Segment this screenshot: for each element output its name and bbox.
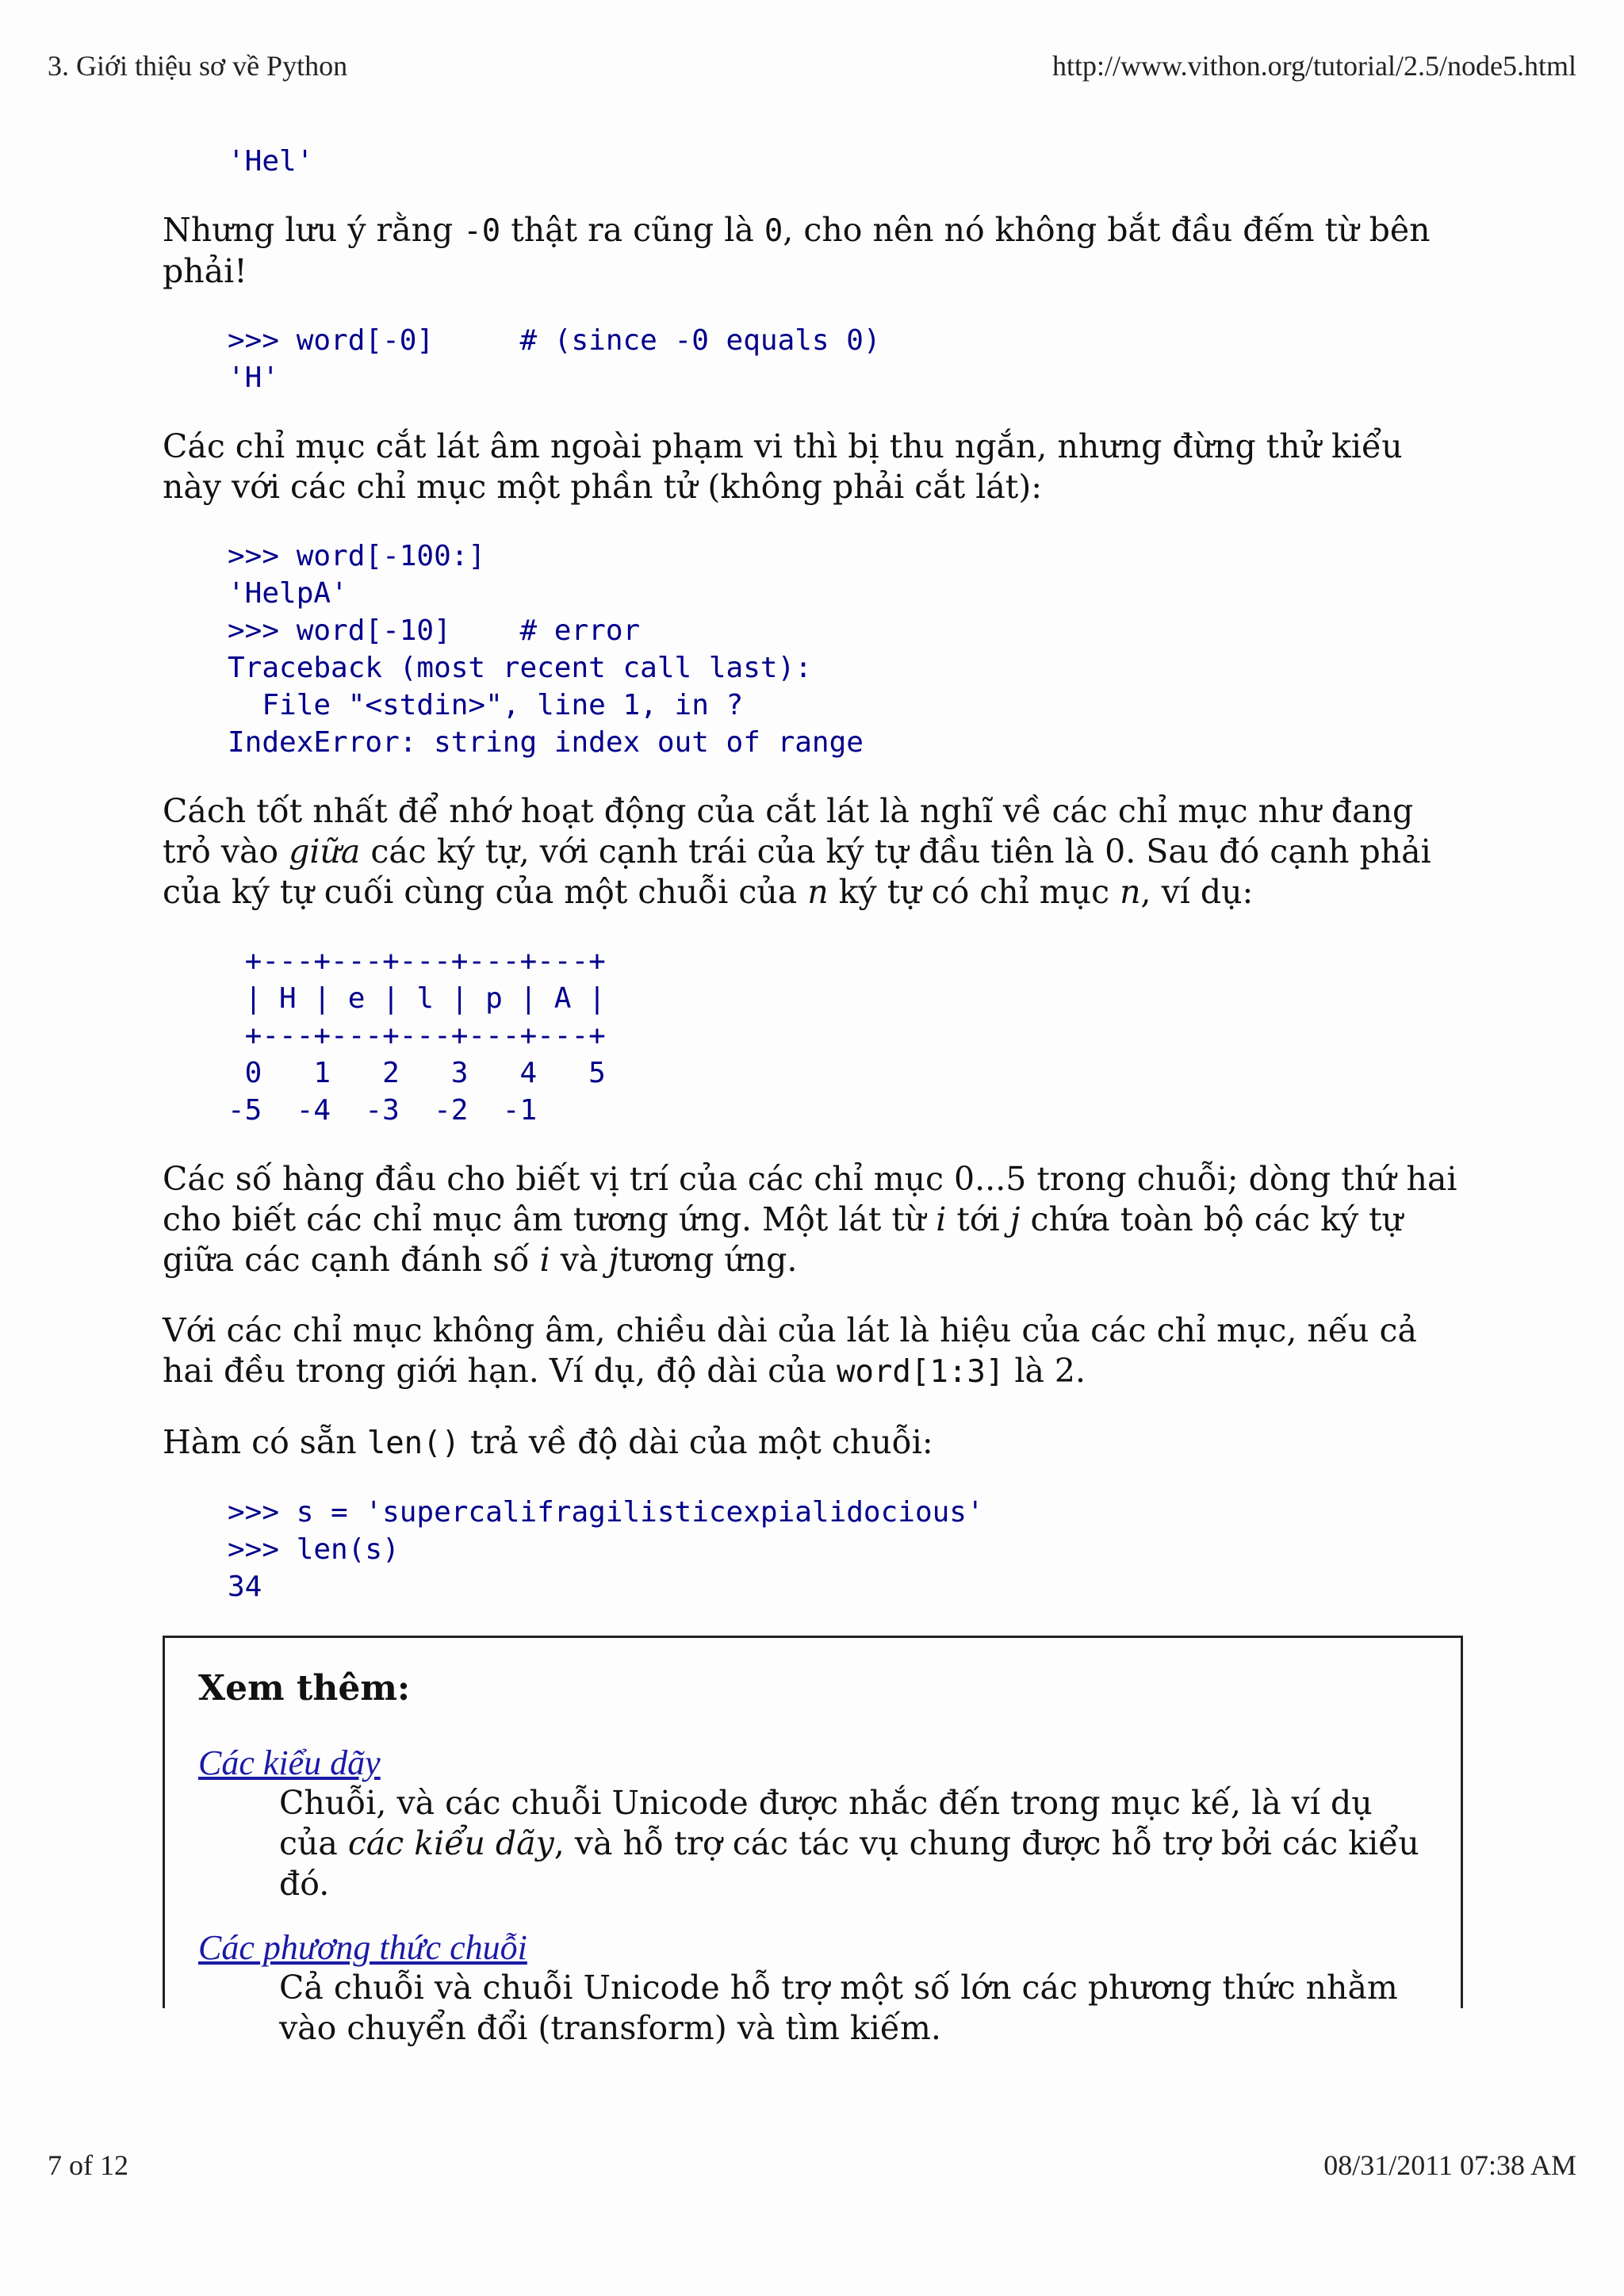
paragraph-slice-explanation: Cách tốt nhất để nhớ hoạt động của cắt lát là nghĩ về các chỉ mục như đang trỏ vào giữa các ký tự, với cạnh trái của ký tự đầu tiên là 0. Sau đó cạnh phải của ký tự cuối cùng của một chuỗi của n ký tự có chỉ mục n, ví dụ:	[163, 792, 1431, 911]
paragraph-slice-length: Với các chỉ mục không âm, chiều dài của lát là hiệu của các chỉ mục, nếu cả hai đều trong giới hạn. Ví dụ, độ dài của word[1:3] là 2.	[163, 1311, 1417, 1390]
print-timestamp: 08/31/2011 07:38 AM	[1323, 2149, 1576, 2181]
see-also-title: Xem thêm:	[198, 1668, 411, 1709]
main-content	[163, 143, 1463, 2047]
print-header	[48, 49, 1576, 82]
paragraph-out-of-range: Các chỉ mục cắt lát âm ngoài phạm vi thì bị thu ngắn, nhưng đừng thử kiểu này với các chỉ mục một phần tử (không phải cắt lát):	[163, 427, 1403, 506]
page-url: http://www.vithon.org/tutorial/2.5/node5.html	[1052, 50, 1576, 82]
code-block-slice-diagram: +---+---+---+---+---+ | H | e | l | p | A | +---+---+---+---+---+ 0 1 2 3 4 5 -5 -4 -3 -2 -1	[228, 945, 606, 1127]
sequence-types-description: Chuỗi, và các chuỗi Unicode được nhắc đến trong mục kế, là ví dụ của các kiểu dãy, và hỗ trợ các tác vụ chung được hỗ trợ bởi các kiểu đó.	[279, 1784, 1419, 1903]
see-also-box	[163, 1636, 1463, 2047]
page-count: 7 of 12	[48, 2149, 128, 2181]
print-footer	[48, 2149, 1576, 2182]
code-block-hel: 'Hel'	[228, 145, 314, 178]
paragraph-len-function: Hàm có sẵn len() trả về độ dài của một chuỗi:	[163, 1423, 933, 1461]
page-title: 3. Giới thiệu sơ về Python	[48, 50, 348, 82]
paragraph-negative-zero: Nhưng lưu ý rằng -0 thật ra cũng là 0, cho nên nó không bắt đầu đếm từ bên phải!	[163, 211, 1431, 290]
code-block-len-example: >>> s = 'supercalifragilisticexpialidocious' >>> len(s) 34	[228, 1496, 984, 1603]
paragraph-index-rows: Các số hàng đầu cho biết vị trí của các chỉ mục 0...5 trong chuỗi; dòng thứ hai cho biết các chỉ mục âm tương ứng. Một lát từ i tới j chứa toàn bộ các ký tự giữa các cạnh đánh số i và jtương ứng.	[163, 1160, 1457, 1279]
code-block-index-error: >>> word[-100:] 'HelpA' >>> word[-10] # error Traceback (most recent call last): File "<stdin>", line 1, in ? IndexError: string index out of range	[228, 540, 864, 759]
sequence-types-link[interactable]: Các kiểu dãy	[198, 1743, 381, 1782]
string-methods-description: Cả chuỗi và chuỗi Unicode hỗ trợ một số lớn các phương thức nhằm vào chuyển đổi (transform) và tìm kiếm.	[279, 1969, 1398, 2047]
string-methods-link[interactable]: Các phương thức chuỗi	[198, 1928, 527, 1967]
code-block-word-minus-zero: >>> word[-0] # (since -0 equals 0) 'H'	[228, 324, 881, 394]
